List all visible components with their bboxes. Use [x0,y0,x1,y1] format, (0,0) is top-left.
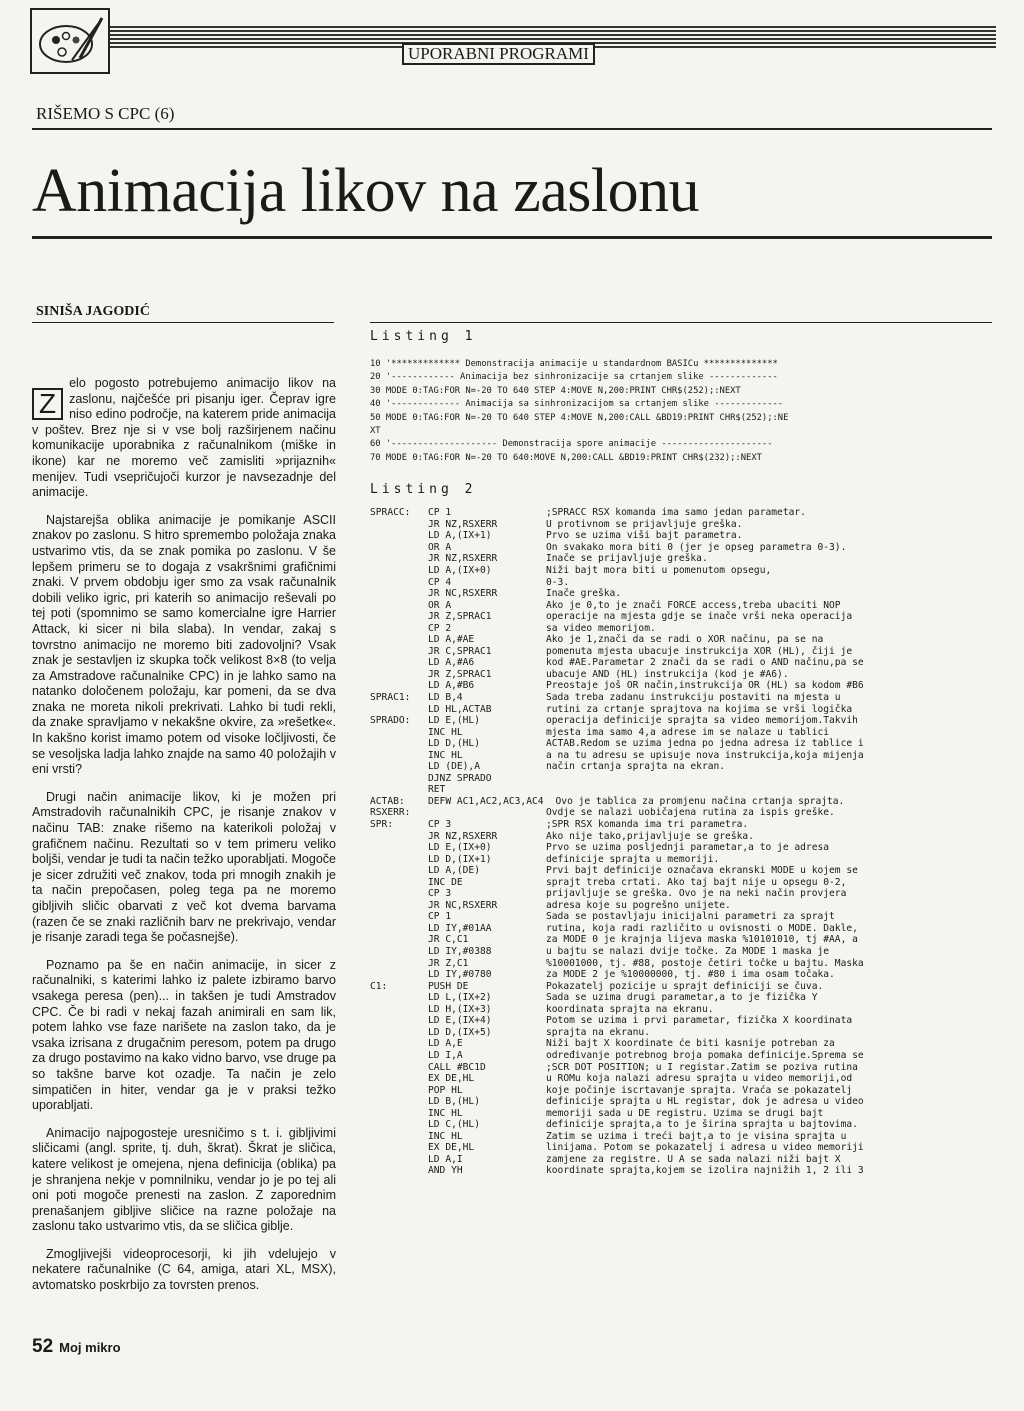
asm-instruction: JR Z,SPRAC1 [428,611,492,623]
asm-code-row [370,854,992,866]
asm-comment: u ROMu koja nalazi adresu sprajta u video memoriji,od [546,1073,853,1085]
asm-code-row [370,530,992,542]
palette-brush-icon [32,10,108,72]
asm-comment: definicije sprajta u HL registar, dok je adresa u video [546,1096,864,1108]
asm-comment: Niži bajt X koordinate će biti kasnije potreban za [546,1038,835,1050]
asm-instruction: LD A,#AE [428,634,475,646]
asm-comment: ubacuje AND (HL) instrukcija (kod je #A6). [546,668,789,680]
asm-comment: prijavljuje se greška. Ovo je na neki način provjera [546,888,847,900]
asm-instruction: LD A,(DE) [428,865,480,877]
asm-code-row [370,750,992,762]
basic-code-line: XT [370,426,381,437]
asm-instruction: JR NC,RSXERR [428,588,498,600]
asm-instruction: LD A,(IX+0) [428,564,492,576]
asm-comment: rutina, koja radi različito u ovisnosti o MODE. Dakle, [546,922,858,934]
asm-label [370,784,428,796]
asm-instruction: LD A,#B6 [428,680,475,692]
asm-instruction: LD (DE),A [428,761,480,773]
asm-label [370,1038,428,1050]
asm-code-row [370,784,992,796]
asm-instruction: LD E,(IX+0) [428,842,492,854]
asm-comment [546,784,992,796]
asm-label: SPRADO: [370,715,411,727]
asm-label [370,623,428,635]
asm-comment: mjesta ima samo 4,a adrese im se nalaze u tablici [546,726,830,738]
asm-code-row [370,888,992,900]
asm-label [370,553,428,565]
asm-comment: ;SPR RSX komanda ima tri parametra. [546,819,749,831]
asm-code-row [370,831,992,843]
asm-instruction [428,807,546,819]
section-label: UPORABNI PROGRAMI [402,43,595,65]
asm-label [370,1131,428,1143]
asm-instruction: RET [428,784,446,796]
asm-label [370,992,428,1004]
article-paragraph: Poznamo pa še en način animacije, in sicer z računalniki, s katerimi lahko iz palete izbiramo barvo vsakega peresa (pen)... in takšen je tudi Amstradov CPC. Če bi radi v nekaj fazah animirali en sam lik, potem lahko vse faze narišete na zaslon tako, da je vsaka izrisana z drugačnim peresom, potem pa drugo za drugo postavimo na kako vidno barvo, vse druge pa so takšne barve kot ozadje. Ta način je zelo simpatičen in hiter, vendar ga je v praksi težko uporabljati. [32,957,336,1113]
asm-code-row [370,634,992,646]
asm-comment: sa video memorijom. [546,622,656,634]
asm-instruction: LD D,(IX+1) [428,853,492,865]
asm-code-row [370,761,992,773]
asm-instruction: EX DE,HL [428,1073,475,1085]
asm-code-row [370,623,992,635]
asm-code-row [370,958,992,970]
asm-code-row [370,1085,992,1097]
magazine-name: Moj mikro [59,1340,121,1355]
asm-code-row [370,946,992,958]
asm-comment: sprajt treba crtati. Ako taj bajt nije u opsegu 0-2, [546,876,847,888]
asm-label [370,611,428,623]
asm-comment: Ako je 1,znači da se radi o XOR načinu, pa se na [546,634,824,646]
listing2-asm-code [370,507,992,1177]
asm-label: RSXERR: [370,807,411,819]
asm-code-row [370,981,992,993]
asm-comment: koordinata sprajta na ekranu. [546,1003,714,1015]
asm-label: SPRAC1: [370,692,411,703]
headline-rule [32,236,992,239]
asm-code-row [370,877,992,889]
asm-label [370,565,428,577]
asm-label [370,1085,428,1097]
asm-label [370,577,428,589]
asm-comment: Sada se postavljaju inicijalni parametri za sprajt [546,911,835,923]
asm-comment: adresa koje su pogrešno unijete. [546,899,731,911]
asm-instruction: CP 3 [428,888,452,900]
asm-code-row [370,796,992,808]
asm-comment: On svakako mora biti 0 (jer je opseg parametra 0-3). [546,541,847,553]
asm-comment: Ako nije tako,prijavljuje se greška. [546,830,754,842]
asm-instruction: JR NZ,RSXERR [428,830,498,842]
asm-label: C1: [370,980,388,992]
asm-instruction: LD IY,#0780 [428,969,492,981]
asm-instruction: INC HL [428,749,463,761]
basic-code-line: 20 '------------ Animacija bez sinhronizacije sa crtanjem slike ------------- [370,372,778,383]
basic-code-line: 30 MODE 0:TAG:FOR N=-20 TO 640 STEP 4:MOVE N,200:PRINT CHR$(252);:NEXT [370,385,741,396]
asm-label [370,761,428,773]
asm-comment: ACTAB.Redom se uzima jedna po jedna adresa iz tablice i [546,738,864,750]
asm-label [370,1119,428,1131]
asm-code-row [370,865,992,877]
asm-code-row [370,738,992,750]
asm-instruction: JR Z,SPRAC1 [428,668,492,680]
asm-label [370,1165,428,1177]
basic-code-line: 10 '************* Demonstracija animacije u standardnom BASICu ************** [370,359,778,369]
asm-instruction: CALL #BC1D [428,1061,486,1073]
asm-instruction: LD HL,ACTAB [428,703,492,715]
asm-instruction: LD A,E [428,1038,463,1050]
asm-label [370,911,428,923]
asm-label [370,1062,428,1074]
asm-comment: Ovo je tablica za promjenu načina crtanja sprajta. [555,795,845,807]
dropcap: Z [32,388,63,420]
asm-instruction: JR C,C1 [428,934,469,946]
asm-code-row [370,669,992,681]
asm-instruction: INC HL [428,1107,463,1119]
asm-label: SPR: [370,819,394,831]
asm-code-row [370,646,992,658]
asm-label [370,727,428,739]
asm-comment: 0-3. [546,576,570,588]
asm-instruction: LD L,(IX+2) [428,992,492,1004]
basic-code-line: 50 MODE 0:TAG:FOR N=-20 TO 640 STEP 4:MOVE N,200:CALL &BD19:PRINT CHR$(252);:NE [370,412,789,423]
asm-label [370,865,428,877]
asm-instruction: DEFW AC1,AC2,AC3,AC4 [428,795,544,807]
asm-instruction: CP 2 [428,622,452,634]
asm-instruction: INC HL [428,1130,463,1142]
asm-code-row [370,1096,992,1108]
asm-label [370,1154,428,1166]
asm-instruction: JR C,SPRAC1 [428,645,492,657]
asm-comment: Inače greška. [546,588,622,600]
basic-code-line: 40 '------------- Animacija sa sinhronizacijom sa crtanjem slike ------------- [370,399,784,410]
asm-instruction: OR A [428,599,452,611]
asm-instruction: PUSH DE [428,980,469,992]
article-body [32,376,336,1356]
asm-comment: Sada treba zadanu instrukciju postaviti na mjesta u [546,692,841,703]
asm-code-row [370,1004,992,1016]
asm-code-row [370,519,992,531]
asm-label [370,680,428,692]
asm-comment: rutini za crtanje sprajtova na kojima se vrši logička [546,703,853,715]
asm-instruction: LD A,#A6 [428,657,475,669]
asm-code-row [370,657,992,669]
asm-instruction: AND YH [428,1165,463,1177]
asm-comment: memoriji sada u DE registru. Uzima se drugi bajt [546,1107,824,1119]
asm-label: ACTAB: [370,795,405,807]
asm-comment: Prvo se uzima posljednji parametar,a to je adresa [546,842,830,854]
asm-instruction: CP 4 [428,576,452,588]
asm-label [370,588,428,600]
asm-label [370,750,428,762]
asm-comment: Prvi bajt definicije označava ekranski MODE u kojem se [546,865,858,877]
asm-label [370,669,428,681]
palette-logo [30,8,110,74]
asm-comment: koordinate sprajta,kojem se izolira najnižih 1, 2 ili 3 [546,1165,864,1177]
asm-instruction: CP 3 [428,819,452,831]
asm-comment: Prvo se uzima viši bajt parametra. [546,530,743,542]
asm-comment: ;SCR DOT POSITION; u I registar.Zatim se poziva rutina [546,1061,858,1073]
asm-instruction: INC HL [428,726,463,738]
asm-code-row [370,611,992,623]
asm-code-row [370,692,992,704]
asm-comment: linijama. Potom se pokazatelj i adresa u video memoriji [546,1142,864,1154]
asm-code-row [370,992,992,1004]
asm-code-row [370,773,992,785]
asm-instruction: LD D,(IX+5) [428,1026,492,1038]
article-paragraph: Z elo pogosto potrebujemo animacijo likov na zaslonu, najčešće pri pisanju iger. Čeprav igre niso edino področje, na katerem pride animacija v poštev. Brez nje si v vse bolj razširjenem načinu komunikacije uporabnika z računalnikom (miške in ikone) kar ne moremo več zamisliti »prijaznih« menijev. Tudi vsepričujoči kurzor je navsezadnje del animacije. [32,376,336,500]
asm-instruction: LD B,4 [428,692,463,703]
asm-instruction: DJNZ SPRADO [428,772,492,784]
asm-code-row [370,911,992,923]
asm-label [370,958,428,970]
asm-comment: način crtanja sprajta na ekran. [546,761,726,773]
asm-label [370,600,428,612]
asm-label [370,842,428,854]
asm-code-row [370,934,992,946]
asm-label [370,657,428,669]
asm-comment: sprajta na ekranu. [546,1026,650,1038]
asm-instruction: LD IY,#01AA [428,922,492,934]
header-rule [32,128,992,130]
asm-code-row [370,969,992,981]
asm-comment: operacija definicije sprajta sa video memorijom.Takvih [546,715,858,727]
asm-comment: Zatim se uzima i treći bajt,a to je visina sprajta u [546,1130,847,1142]
asm-code-row [370,807,992,819]
asm-code-row [370,542,992,554]
basic-code-line: 70 MODE 0:TAG:FOR N=-20 TO 640:MOVE N,200:CALL &BD19:PRINT CHR$(232);:NEXT [370,452,762,463]
asm-instruction: LD A,I [428,1153,463,1165]
series-title: RIŠEMO S CPC (6) [36,104,175,123]
asm-label [370,634,428,646]
asm-code-row [370,1038,992,1050]
asm-code-row [370,1108,992,1120]
asm-code-row [370,842,992,854]
asm-comment: kod #AE.Parametar 2 znači da se radi o AND načinu,pa se [546,657,864,669]
asm-label [370,646,428,658]
asm-comment: definicije sprajta,a to je širina sprajta u bajtovima. [546,1119,858,1131]
basic-code-line: 60 '-------------------- Demonstracija spore animacije --------------------- [370,439,773,450]
asm-comment: za MODE 2 je %10000000, tj. #80 i ima osam točaka. [546,969,835,981]
page-number: 52 [32,1336,54,1357]
asm-label [370,773,428,785]
asm-code-row [370,1015,992,1027]
asm-comment: U protivnom se prijavljuje greška. [546,518,743,530]
asm-label [370,923,428,935]
asm-label [370,1108,428,1120]
asm-code-row [370,1154,992,1166]
asm-label [370,1073,428,1085]
asm-instruction: JR Z,C1 [428,957,469,969]
asm-code-row [370,565,992,577]
asm-label [370,1015,428,1027]
asm-comment: koje počinje iscrtavanje sprajta. Vraća se pokazatelj [546,1084,853,1096]
author-byline: SINIŠA JAGODIĆ [36,304,150,319]
asm-code-row [370,1027,992,1039]
asm-code-row [370,1119,992,1131]
asm-comment: za MODE 0 je krajnja lijeva maska %10101010, tj #AA, a [546,934,858,946]
asm-instruction: JR NC,RSXERR [428,899,498,911]
asm-code-row [370,923,992,935]
article-paragraph: Drugi način animacije likov, ki je možen pri Amstradovih računalnikih CPC, je risanje znakov v načinu TAB: znake rišemo na katerikoli položaj v grafičnem načinu. Rezultati so v tem primeru veliko boljši, vendar je tudi ta način težko uporabljati. Mogoče je sicer združiti več znakov, toda pri mnogih znakih je ta način prepočasen, poleg tega pa ne moremo gibljivih sličic obarvati z več kot dvema barvama (razen če se znaki različnih barv ne prekrivajo, vendar je risanje zaradi tega še počasnejše). [32,789,336,945]
asm-label [370,1096,428,1108]
asm-label [370,530,428,542]
asm-label [370,854,428,866]
asm-instruction: LD E,(IX+4) [428,1015,492,1027]
asm-code-row [370,900,992,912]
asm-comment: Ovdje se nalazi uobičajena rutina za ispis greške. [546,807,835,819]
asm-code-row [370,1131,992,1143]
asm-code-row [370,600,992,612]
asm-instruction: LD B,(HL) [428,1096,480,1108]
asm-code-row [370,1062,992,1074]
asm-comment: definicije sprajta u memoriji. [546,853,720,865]
asm-instruction: CP 1 [428,507,452,519]
listing1-title: Listing 1 [370,329,477,344]
asm-code-row [370,680,992,692]
asm-comment: operacije na mjesta gdje se inače vrši neka operacija [546,611,853,623]
asm-instruction: LD IY,#0388 [428,946,492,958]
listing1-basic-code [370,358,992,465]
asm-instruction: JR NZ,RSXERR [428,518,498,530]
asm-label [370,934,428,946]
article-paragraph: Najstarejša oblika animacije je pomikanje ASCII znakov po zaslonu. S hitro spremembo položaja znaka ustvarimo vtis, da se znak pomika po zaslonu. V še lepšem primeru se to dogaja z vsakršnimi grafičnimi znaki. V prvem obdobju iger smo za vsak računalnik dobili veliko igric, pri katerih so animacijo reševali po tej poti (spomnimo se samo komercialne igre Harrier Attack, ki sicer ni bila slaba). In vendar, zakaj s tovrstno animacijo ne moremo biti zadovoljni? Vsak znak je sestavljen iz skupka točk velikost 8×8 (to velja za Amstradove računalnike CPC) in je lahko samo na natanko določenem položaju, kar pomeni, da se dva znaka ne moreta nikoli prekrivati. Lahko bi tudi rekli, da znake spravljamo v nekakšne okvire, za »rešetke«. In kakšno korist imamo potem od visoke ločljivosti, če se vesoljska ladja lahko znajde na samo 40 položajih v eni vrsti? [32,512,336,777]
asm-code-row [370,819,992,831]
asm-comment: u bajtu se nalazi dvije točke. Za MODE 1 maska je [546,946,830,958]
asm-label [370,1004,428,1016]
asm-code-row [370,1165,992,1177]
asm-instruction: LD A,(IX+1) [428,530,492,542]
asm-label [370,946,428,958]
asm-comment: ;SPRACC RSX komanda ima samo jedan parametar. [546,507,806,519]
asm-code-row [370,553,992,565]
asm-instruction: LD C,(HL) [428,1119,480,1131]
asm-code-row [370,577,992,589]
asm-comment: %10001000, tj. #88, postoje četiri točke u bajtu. Maska [546,957,864,969]
asm-comment: Preostaje još OR način,instrukcija OR (HL) sa kodom #B6 [546,680,864,692]
asm-comment: zamjene za registre. U A se sada nalazi niži bajt X [546,1153,841,1165]
asm-label [370,900,428,912]
asm-instruction: LD H,(IX+3) [428,1003,492,1015]
asm-comment: Ako je 0,to je znači FORCE access,treba ubaciti NOP [546,599,841,611]
asm-comment: Niži bajt mora biti u pomenutom opsegu, [546,564,772,576]
asm-comment: pomenuta mjesta ubacuje instrukcija XOR (HL), čiji je [546,645,853,657]
article-paragraph: Animacijo najpogosteje uresničimo s t. i. gibljivimi sličicami (angl. sprite, tj. duh, škrat). Škrat je sličica, katere velikost je omejena, njena definicija (oblika) pa je shranjena nekje v pomnilniku, vendar jo je po tej ali oni poti mogoče prenesti na zaslon. Z zaporednim prenašanjem gibljive sličice na razne položaje na zaslonu tako ustvarimo vtis, da se sličica giblje. [32,1125,336,1234]
asm-code-row [370,727,992,739]
article-headline: Animacija likov na zaslonu [32,157,700,225]
asm-instruction: LD I,A [428,1049,463,1061]
asm-comment: određivanje potrebnog broja pomaka definicije.Sprema se [546,1049,864,1061]
asm-instruction: LD E,(HL) [428,715,480,727]
page-footer [32,1336,121,1358]
asm-label [370,1142,428,1154]
asm-label [370,1027,428,1039]
asm-label [370,738,428,750]
asm-label [370,877,428,889]
asm-comment: a na tu adresu se upisuje nova instrukcija,koja mijenja [546,749,864,761]
asm-instruction: POP HL [428,1084,463,1096]
asm-label [370,888,428,900]
asm-instruction: OR A [428,541,452,553]
asm-code-row [370,588,992,600]
asm-label: SPRACC: [370,507,411,519]
asm-label [370,969,428,981]
asm-code-row [370,1050,992,1062]
asm-instruction: INC DE [428,876,463,888]
asm-label [370,519,428,531]
asm-label [370,542,428,554]
asm-code-row [370,704,992,716]
asm-label [370,704,428,716]
asm-label [370,831,428,843]
listing2-title: Listing 2 [370,482,477,498]
asm-instruction: LD D,(HL) [428,738,480,750]
asm-comment: Sada se uzima drugi parametar,a to je fizička Y [546,992,818,1004]
asm-comment: Inače se prijavljuje greška. [546,553,708,565]
asm-comment: Potom se uzima i prvi parametar, fizička X koordinata [546,1015,853,1027]
asm-instruction: EX DE,HL [428,1142,475,1154]
asm-comment: Pokazatelj pozicije u sprajt definiciji se čuva. [546,980,824,992]
asm-code-row [370,1142,992,1154]
code-listings [370,322,992,1362]
asm-instruction: JR NZ,RSXERR [428,553,498,565]
asm-code-row [370,1073,992,1085]
asm-label [370,1050,428,1062]
author-rule [32,322,334,323]
asm-comment [546,773,992,785]
asm-code-row [370,715,992,727]
asm-instruction: CP 1 [428,911,452,923]
asm-code-row [370,507,992,519]
article-paragraph: Zmogljivejši videoprocesorji, ki jih vdelujejo v nekatere računalnike (C 64, amiga, atari XL, MSX), avtomatsko poskrbijo za tovrsten prenos. [32,1246,336,1293]
